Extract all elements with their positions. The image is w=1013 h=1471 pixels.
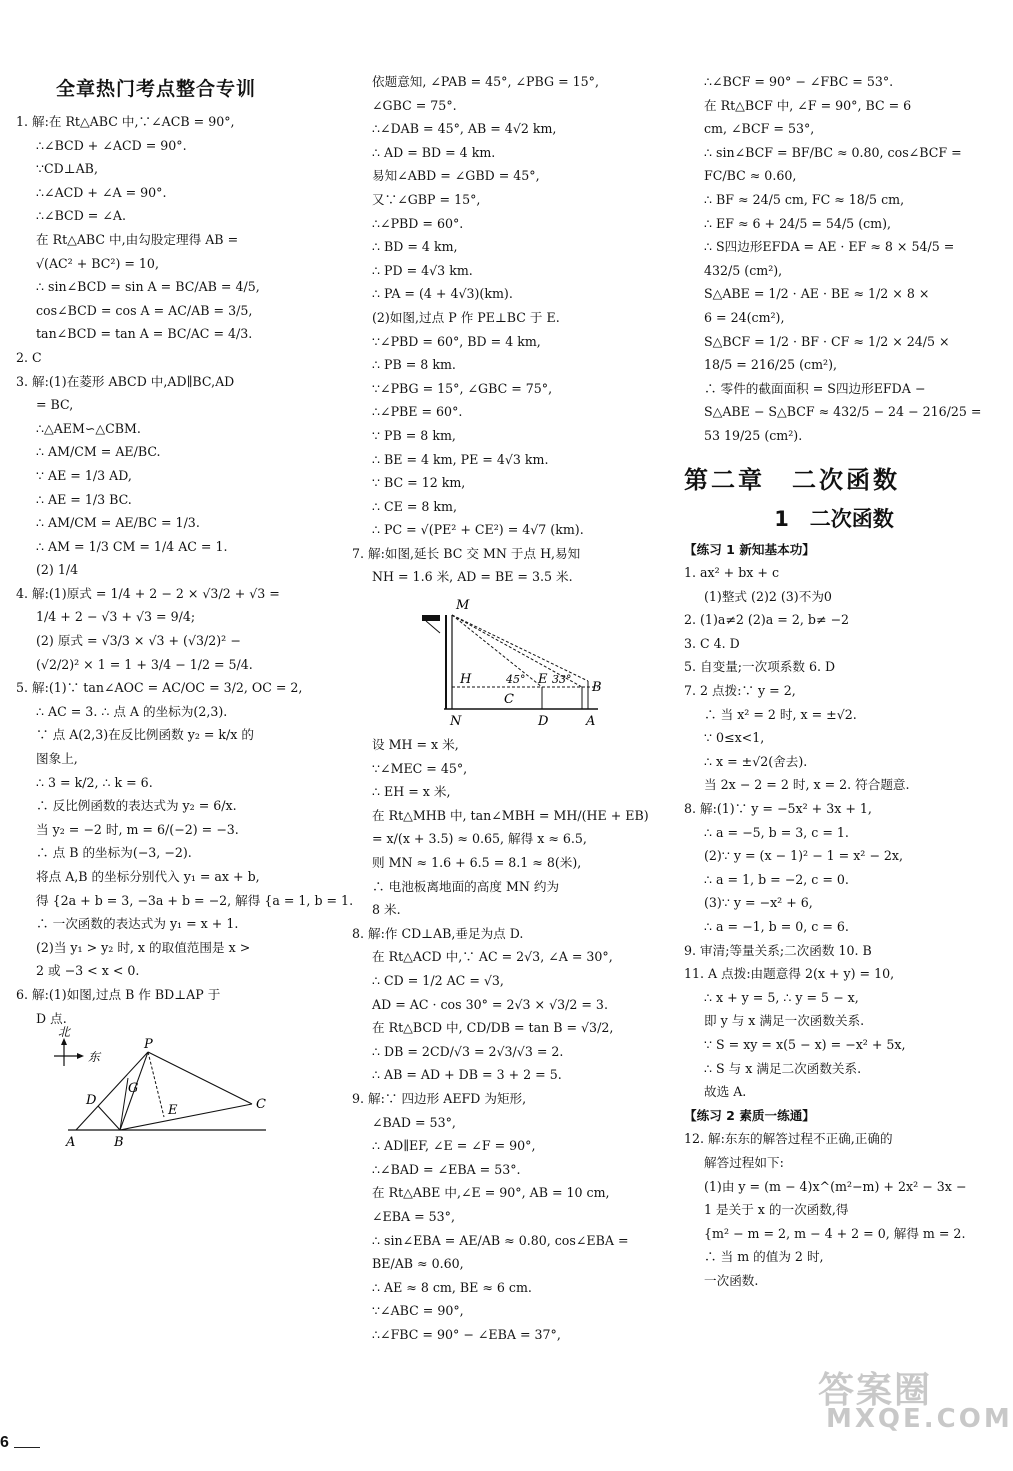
label-D: D (86, 1093, 97, 1109)
answer-line: ∴∠BAD = ∠EBA = 53°. (372, 1161, 521, 1177)
answer-line: 即 y 与 x 满足一次函数关系. (704, 1013, 865, 1029)
label-E: E (168, 1103, 178, 1119)
answer-line: 当 2x − 2 = 2 时, x = 2. 符合题意. (704, 777, 910, 793)
answer-line: ∴ AM = 1/3 CM = 1/4 AC = 1. (36, 538, 228, 554)
answer-line: ∴ DB = 2CD/√3 = 2√3/√3 = 2. (372, 1043, 564, 1059)
answer-line: ∴ EH = x 米, (372, 784, 451, 800)
figure-bearing-diagram (16, 1025, 276, 1151)
label-east: 东 (88, 1050, 101, 1065)
practice-1-heading: 【练习 1 新知基本功】 (684, 541, 815, 557)
answer-line: ∴ AC = 3. ∴ 点 A 的坐标为(2,3). (36, 703, 228, 719)
answer-line: ∴ 点 B 的坐标为(−3, −2). (36, 845, 192, 861)
answer-line: 一次函数. (704, 1272, 759, 1288)
answer-line: 图象上, (36, 751, 78, 767)
answer-line: S△BCF = 1/2 · BF · CF ≈ 1/2 × 24/5 × (704, 333, 950, 349)
answer-lines-right-c (684, 1127, 984, 1292)
practice-2-heading: 【练习 2 素质一练通】 (684, 1107, 815, 1123)
answer-line: ∴ AM/CM = AE/BC = 1/3. (36, 515, 200, 531)
answer-line: ∴ CD = 1/2 AC = √3, (372, 973, 504, 988)
answer-line: ∴ AD = BD = 4 km. (372, 144, 496, 160)
answer-line: 5. 解:(1)∵ tan∠AOC = AC/OC = 3/2, OC = 2, (16, 680, 303, 696)
answer-line: (1)由 y = (m − 4)x^(m²−m) + 2x² − 3x − (704, 1178, 967, 1194)
answer-line: ∴∠ACD + ∠A = 90°. (36, 184, 167, 200)
answer-line: ∴ a = 1, b = −2, c = 0. (704, 871, 849, 887)
answer-line: 解答过程如下: (704, 1154, 784, 1170)
label-north: 北 (58, 1025, 71, 1040)
label-B: B (114, 1135, 124, 1151)
answer-line: cos∠BCD = cos A = AC/AB = 3/5, (36, 302, 253, 318)
answer-line: ∴ BD = 4 km, (372, 239, 458, 255)
label-H: H (460, 672, 472, 688)
answer-line: ∴∠BCD + ∠ACD = 90°. (36, 137, 187, 153)
label-E: E (538, 672, 548, 688)
answer-line: 2. (1)a≠2 (2)a = 2, b≠ −2 (684, 612, 850, 628)
answer-line: 18/5 = 216/25 (cm²), (704, 357, 838, 373)
answer-line: ∴ S 与 x 满足二次函数关系. (704, 1060, 862, 1076)
answer-line: ∵ BC = 12 km, (372, 475, 466, 491)
answer-line: ∴∠PBE = 60°. (372, 404, 463, 420)
answer-line: ∵∠PBG = 15°, ∠GBC = 75°, (372, 380, 553, 396)
east-arrow (77, 1053, 84, 1059)
answer-line: 6. 解:(1)如图,过点 B 作 BD⊥AP 于 (16, 986, 221, 1002)
figure-solar-panel (388, 593, 628, 729)
answer-line: NH = 1.6 米, AD = BE = 3.5 米. (372, 569, 573, 585)
answer-line: 6 = 24(cm²), (704, 309, 785, 325)
answer-line: 设 MH = x 米, (372, 737, 459, 753)
answer-line: ∴ 当 m 的值为 2 时, (704, 1249, 824, 1265)
answer-line: ∴ a = −5, b = 3, c = 1. (704, 824, 849, 840)
answer-line: 432/5 (cm²), (704, 262, 783, 278)
label-45: 45° (506, 673, 526, 687)
answer-line: (2)∵ y = (x − 1)² − 1 = x² − 2x, (704, 848, 904, 864)
answer-line: 当 y₂ = −2 时, m = 6/(−2) = −3. (36, 821, 239, 837)
answer-line: cm, ∠BCF = 53°, (704, 121, 815, 137)
answer-line: 7. 2 点拨:∵ y = 2, (684, 683, 796, 699)
page-number-rule (14, 1447, 40, 1448)
answer-line: = x/(x + 3.5) ≈ 0.65, 解得 x ≈ 6.5, (372, 831, 587, 847)
answer-line: ∵ PB = 8 km, (372, 427, 456, 443)
answer-line: 1 是关于 x 的一次函数,得 (704, 1202, 849, 1218)
answer-line: tan∠BCD = tan A = BC/AC = 4/3. (36, 326, 253, 342)
answer-line: ∴ AE ≈ 8 cm, BE ≈ 6 cm. (372, 1279, 532, 1295)
answer-line: (2) 原式 = √3/3 × √3 + (√3/2)² − (36, 633, 241, 649)
watermark-logo: 答案圈 (818, 1370, 933, 1411)
answer-line: D 点. (36, 1010, 67, 1026)
answer-line: S△ABE − S△BCF ≈ 432/5 − 24 − 216/25 = (704, 404, 982, 420)
answer-line: S△ABE = 1/2 · AE · BE ≈ 1/2 × 8 × (704, 286, 930, 302)
answer-line: ∵ 点 A(2,3)在反比例函数 y₂ = k/x 的 (36, 727, 255, 743)
answer-line: 8 米. (372, 902, 401, 918)
answer-line: ∠BAD = 53°, (372, 1114, 456, 1130)
answer-line: 12. 解:东东的解答过程不正确,正确的 (684, 1131, 893, 1147)
answer-line: FC/BC ≈ 0.60, (704, 168, 797, 184)
answer-line: 易知∠ABD = ∠GBD = 45°, (372, 168, 540, 184)
answer-line: ∴ AM/CM = AE/BC. (36, 444, 161, 460)
answer-line: 又∵∠GBP = 15°, (372, 191, 481, 207)
answer-line: ∴ sin∠BCD = sin A = BC/AB = 4/5, (36, 279, 260, 295)
answer-line: (2) 1/4 (36, 562, 79, 578)
answer-line: ∴ sin∠EBA = AE/AB ≈ 0.80, cos∠EBA = (372, 1232, 629, 1248)
answer-line: ∵∠ABC = 90°, (372, 1303, 464, 1319)
answer-line: ∴ PD = 4√3 km. (372, 262, 473, 278)
answer-line: 3. 解:(1)在菱形 ABCD 中,AD∥BC,AD (16, 373, 235, 389)
answer-line: ∴ 3 = k/2, ∴ k = 6. (36, 774, 153, 790)
answer-line: ∵∠MEC = 45°, (372, 760, 468, 776)
answer-line: ∴ BF ≈ 24/5 cm, FC ≈ 18/5 cm, (704, 191, 905, 207)
answer-line: ∴ CE = 8 km, (372, 498, 457, 514)
answer-line: = BC, (36, 397, 74, 413)
answer-line: (2)当 y₁ > y₂ 时, x 的取值范围是 x > (36, 939, 251, 955)
answer-lines-middle-b (352, 733, 649, 1346)
answer-line: 将点 A,B 的坐标分别代入 y₁ = ax + b, (36, 869, 260, 884)
answer-line: ∴ sin∠BCF = BF/BC ≈ 0.80, cos∠BCF = (704, 144, 962, 160)
page-number: 6 (0, 1434, 9, 1451)
answer-line: ∴ 零件的截面面积 = S四边形EFDA − (704, 380, 926, 396)
answer-line: 在 Rt△BCF 中, ∠F = 90°, BC = 6 (704, 97, 912, 113)
column-right (684, 70, 984, 1293)
answer-line: (2)如图,过点 P 作 PE⊥BC 于 E. (372, 309, 560, 325)
answer-line: 1/4 + 2 − √3 + √3 = 9/4; (36, 609, 196, 625)
label-A: A (66, 1135, 76, 1151)
label-M: M (456, 598, 470, 614)
answer-line: ∴ a = −1, b = 0, c = 6. (704, 919, 849, 934)
answer-line: 9. 解:∵ 四边形 AEFD 为矩形, (352, 1090, 527, 1106)
answer-line: ∵ 0≤x<1, (704, 730, 765, 746)
label-G: G (128, 1081, 139, 1097)
answer-lines-left (16, 110, 354, 1030)
label-C: C (256, 1097, 266, 1113)
label-P: P (144, 1037, 153, 1053)
answer-line: √(AC² + BC²) = 10, (36, 255, 159, 271)
answer-line: 故选 A. (704, 1084, 747, 1100)
answer-line: ∴ x + y = 5, ∴ y = 5 − x, (704, 989, 859, 1005)
answer-line: ∴∠BCD = ∠A. (36, 208, 126, 224)
answer-line: (3)∵ y = −x² + 6, (704, 895, 813, 911)
answer-line: 1. ax² + bx + c (684, 565, 780, 581)
answer-line: ∴∠DAB = 45°, AB = 4√2 km, (372, 121, 557, 137)
answer-lines-right-a (684, 70, 984, 448)
answer-line: 则 MN ≈ 1.6 + 6.5 = 8.1 ≈ 8(米), (372, 855, 582, 871)
answer-line: 7. 解:如图,延长 BC 交 MN 于点 H,易知 (352, 545, 581, 561)
answer-line: ∴ x = ±√2(舍去). (704, 753, 808, 769)
label-D: D (538, 714, 549, 730)
answer-line: 8. 解:作 CD⊥AB,垂足为点 D. (352, 925, 524, 941)
lesson-title: 1 二次函数 (774, 506, 894, 531)
answer-line: 依题意知, ∠PAB = 45°, ∠PBG = 15°, (372, 74, 599, 89)
answer-line: 在 Rt△ABC 中,由勾股定理得 AB = (36, 231, 239, 247)
answer-line: ∴ PA = (4 + 4√3)(km). (372, 286, 513, 302)
answer-line: ∵CD⊥AB, (36, 161, 98, 177)
answer-line: ∴ PB = 8 km. (372, 357, 456, 373)
north-arrow (61, 1038, 67, 1045)
column-left (16, 70, 354, 1153)
answer-line: ∵ S = xy = x(5 − x) = −x² + 5x, (704, 1036, 906, 1052)
answer-line: 2. C (16, 349, 42, 365)
answer-line: 53 19/25 (cm²). (704, 427, 803, 443)
answer-line: ∵ AE = 1/3 AD, (36, 467, 132, 483)
answer-line: 2 或 −3 < x < 0. (36, 963, 140, 979)
answer-line: ∴ EF ≈ 6 + 24/5 = 54/5 (cm), (704, 215, 892, 231)
answer-line: ∴ AD∥EF, ∠E = ∠F = 90°, (372, 1138, 536, 1154)
answer-line: 在 Rt△MHB 中, tan∠MBH = MH/(HE + EB) (372, 807, 649, 823)
answer-line: ∴∠BCF = 90° − ∠FBC = 53°. (704, 74, 894, 89)
answer-line: 5. 自变量;一次项系数 6. D (684, 659, 836, 675)
label-C: C (504, 692, 514, 708)
label-N: N (450, 714, 462, 730)
answer-line: 1. 解:在 Rt△ABC 中,∵∠ACB = 90°, (16, 114, 235, 129)
answer-line: ∴ AB = AD + DB = 3 + 2 = 5. (372, 1067, 562, 1083)
section-title: 全章热门考点整合专训 (55, 78, 256, 100)
answer-line: (1)整式 (2)2 (3)不为0 (704, 588, 832, 604)
answer-line: ∴ BE = 4 km, PE = 4√3 km. (372, 451, 549, 467)
answer-line: ∠EBA = 53°, (372, 1208, 455, 1224)
answer-line: ∴∠FBC = 90° − ∠EBA = 37°, (372, 1326, 561, 1342)
answer-line: {m² − m = 2, m − 4 + 2 = 0, 解得 m = 2. (704, 1225, 966, 1241)
label-B: B (592, 680, 602, 696)
answer-line: 在 Rt△ABE 中,∠E = 90°, AB = 10 cm, (372, 1185, 610, 1201)
watermark-url: MXQE.COM (826, 1404, 1013, 1434)
answer-line: 11. A 点拨:由题意得 2(x + y) = 10, (684, 966, 895, 982)
label-A: A (586, 714, 596, 730)
answer-line: 在 Rt△ACD 中,∵ AC = 2√3, ∠A = 30°, (372, 949, 613, 965)
answer-line: 4. 解:(1)原式 = 1/4 + 2 − 2 × √3/2 + √3 = (16, 585, 280, 601)
answer-line: ∴ PC = √(PE² + CE²) = 4√7 (km). (372, 522, 584, 538)
chapter-title: 第二章 二次函数 (684, 465, 900, 494)
answer-line: 9. 审清;等量关系;二次函数 10. B (684, 942, 872, 958)
answer-line: ∴ 一次函数的表达式为 y₁ = x + 1. (36, 916, 239, 932)
answer-line: ∴△AEM∽△CBM. (36, 420, 141, 436)
label-33: 33° (552, 673, 572, 687)
answer-line: ∴ 当 x² = 2 时, x = ±√2. (704, 706, 857, 722)
answer-line: 3. C 4. D (684, 635, 740, 651)
answer-lines-right-b (684, 561, 984, 1104)
answer-line: BE/AB ≈ 0.60, (372, 1256, 464, 1272)
answer-line: (√2/2)² × 1 = 1 + 3/4 − 1/2 = 5/4. (36, 656, 253, 672)
answer-line: ∴∠PBD = 60°. (372, 215, 464, 231)
answer-line: 在 Rt△BCD 中, CD/DB = tan B = √3/2, (372, 1020, 614, 1036)
answer-line: ∴ 反比例函数的表达式为 y₂ = 6/x. (36, 798, 237, 814)
answer-line: ∠GBC = 75°. (372, 97, 457, 113)
answer-line: 8. 解:(1)∵ y = −5x² + 3x + 1, (684, 801, 872, 817)
answer-line: ∴ S四边形EFDA = AE · EF ≈ 8 × 54/5 = (704, 239, 955, 255)
column-middle (352, 70, 649, 1347)
answer-line: 得 {2a + b = 3, −3a + b = −2, 解得 {a = 1, b = 1. (36, 892, 354, 908)
answer-line: ∴ 电池板离地面的高度 MN 约为 (372, 878, 560, 894)
answer-line: ∵∠PBD = 60°, BD = 4 km, (372, 333, 541, 349)
answer-lines-middle-a (352, 70, 637, 589)
answer-line: AD = AC · cos 30° = 2√3 × √3/2 = 3. (372, 996, 608, 1012)
answer-line: ∴ AE = 1/3 BC. (36, 491, 132, 507)
